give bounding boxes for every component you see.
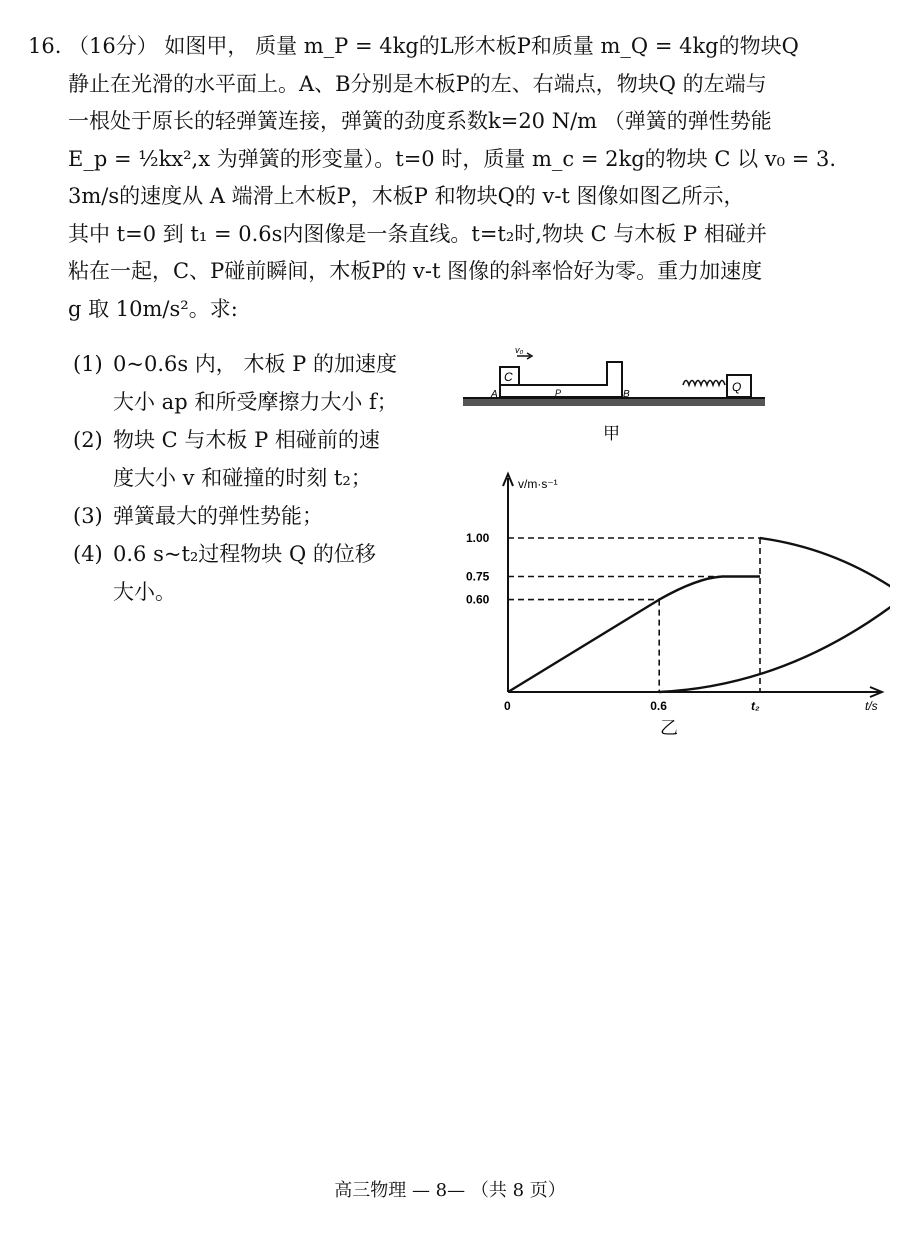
y-tick-label: 0.75 (466, 569, 490, 584)
question-label: (4) (73, 542, 103, 566)
question-text-cont: 度大小 v 和碰撞的时刻 t₂； (113, 466, 372, 490)
x-tick-label: 0.6 (650, 699, 667, 713)
problem-statement (68, 28, 838, 328)
statement-line-5: 3m/s的速度从 A 端滑上木板P，木板P 和物块Q的 v-t 图像如图乙所示， (68, 184, 745, 208)
y-tick-label: 0.60 (466, 592, 490, 607)
question-label: (2) (73, 428, 103, 452)
plank-label: P (555, 388, 562, 398)
y-axis-label: v/m·s⁻¹ (518, 477, 558, 491)
question-text: 弹簧最大的弹性势能； (113, 504, 323, 528)
figure-b-chart (460, 470, 890, 745)
figure-b-caption: 乙 (660, 718, 678, 738)
question-4 (73, 535, 433, 611)
question-3 (73, 497, 433, 535)
statement-line-8: g 取 10m/s²。求: (68, 296, 238, 321)
end-b-label: B (623, 389, 630, 400)
statement-line-2: 静止在光滑的水平面上。A、B分别是木板P的左、右端点，物块Q 的左端与 (68, 71, 767, 96)
problem-number: 16. (28, 34, 62, 58)
series-board-p-line (508, 538, 890, 692)
question-label: (1) (73, 352, 103, 376)
x-tick-label: t₂ (751, 699, 760, 713)
question-text-cont: 大小。 (113, 580, 176, 604)
statement-line-1: （16分） 如图甲， 质量 m_P = 4kg的L形木板P和质量 m_Q = 4kg的物块Q (68, 34, 799, 58)
problem-16 (28, 28, 838, 328)
question-text: 0.6 s~t₂过程物块 Q 的位移 (113, 542, 376, 566)
question-2 (73, 421, 433, 497)
chart-series (508, 538, 890, 692)
question-1 (73, 345, 433, 421)
question-label: (3) (73, 504, 103, 528)
block-q-label: Q (732, 380, 742, 394)
question-text: 0~0.6s 内， 木板 P 的加速度 (113, 352, 397, 376)
question-text-cont: 大小 ap 和所受摩擦力大小 f； (113, 390, 398, 414)
spring (683, 381, 725, 386)
statement-line-4: E_p = ½kx²,x 为弹簧的形变量）。t=0 时，质量 m_c = 2kg的物块 C 以 v₀ = 3. (68, 146, 837, 171)
statement-line-6: 其中 t=0 到 t₁ = 0.6s内图像是一条直线。t=t₂时,物块 C 与木板 P 相碰并 (68, 221, 767, 246)
questions-list (73, 345, 433, 611)
question-text: 物块 C 与木板 P 相碰前的速 (113, 428, 380, 452)
y-tick-label: 1.00 (466, 531, 490, 545)
statement-line-3: 一根处于原长的轻弹簧连接，弹簧的劲度系数k=20 N/m （弹簧的弹性势能 (68, 109, 772, 133)
statement-line-7: 粘在一起，C、P碰前瞬间，木板P的 v-t 图像的斜率恰好为零。重力加速度 (68, 259, 763, 283)
end-a-label: A (491, 389, 498, 400)
figure-a-caption: 甲 (603, 424, 620, 443)
figure-a (455, 345, 775, 445)
x-axis-label: t/s (865, 699, 878, 713)
origin-label: 0 (504, 699, 511, 713)
v0-label: v₀ (515, 345, 524, 355)
page-footer: 高三物理 — 8— （共 8 页） (334, 1180, 566, 1201)
ground-hatch (463, 399, 765, 406)
block-c-label: C (504, 370, 513, 384)
